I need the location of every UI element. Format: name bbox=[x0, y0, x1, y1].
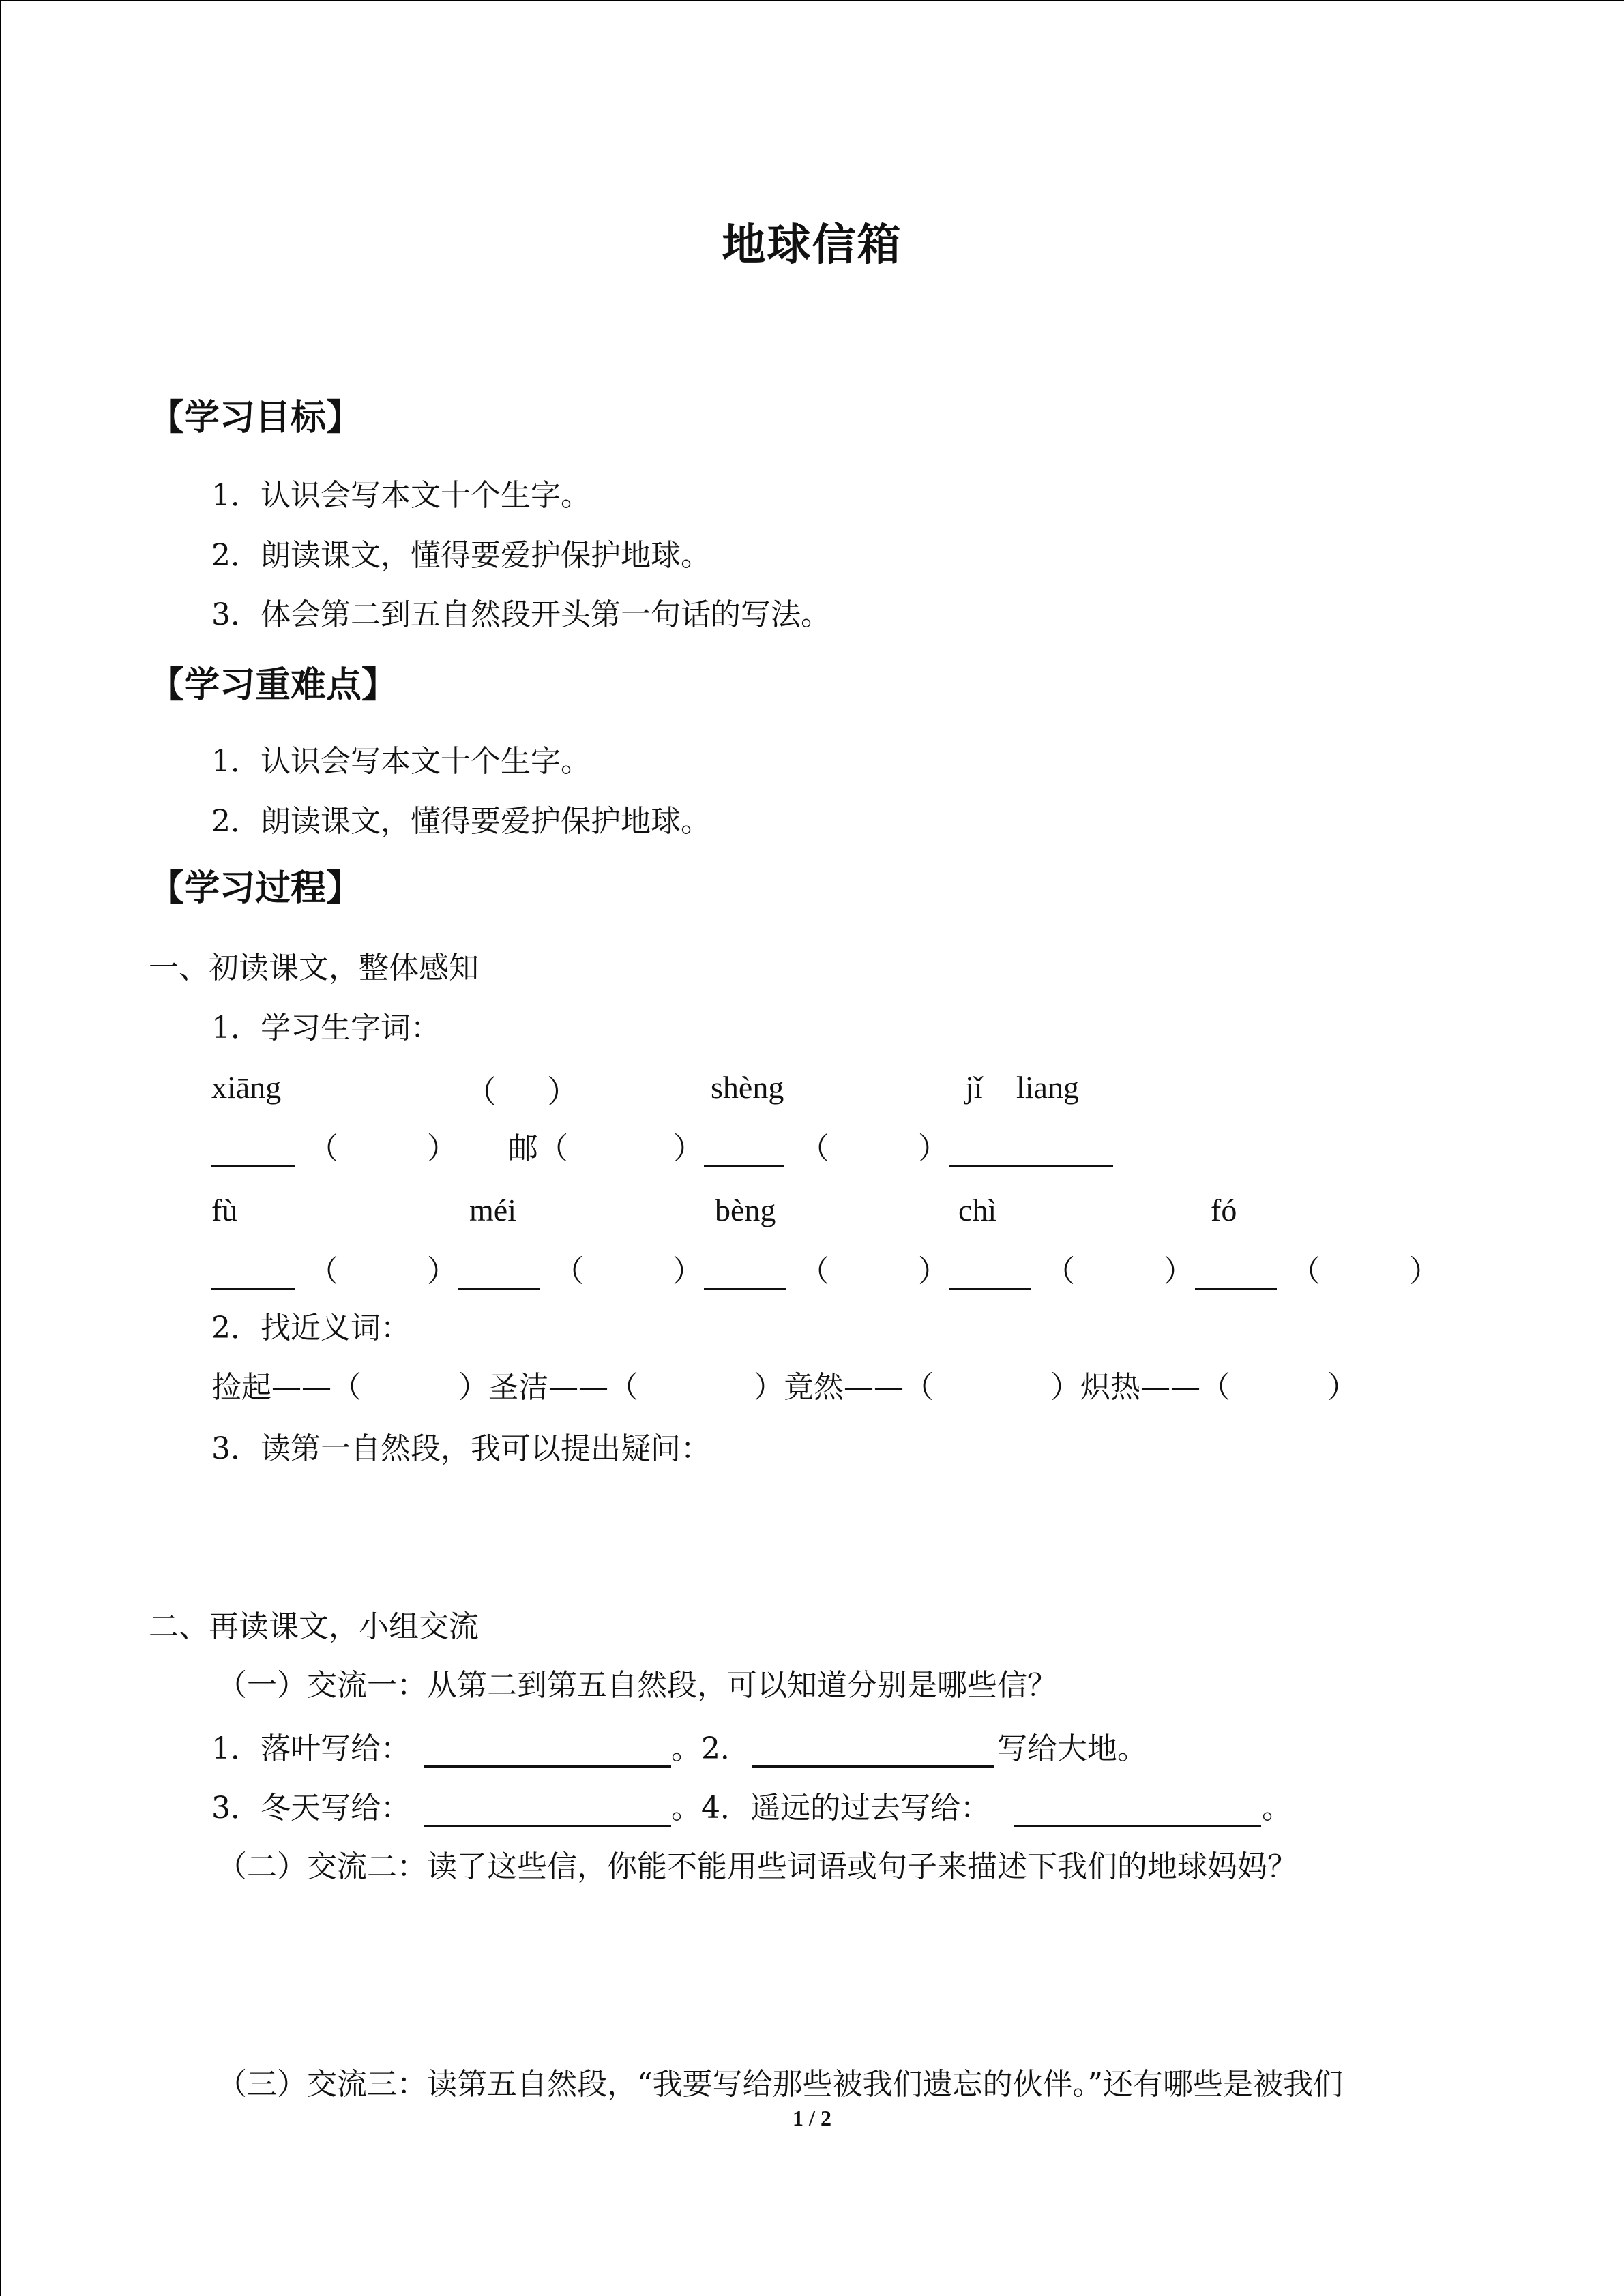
goal-item-2: 2．朗读课文，懂得要爱护保护地球。 bbox=[211, 538, 711, 573]
answer-blank[interactable] bbox=[949, 1135, 1113, 1167]
synonym-jingran: ）竟然——（ bbox=[754, 1370, 934, 1405]
part2-title: 二、再读课文，小组交流 bbox=[149, 1609, 479, 1644]
question-3: 3．读第一自然段，我可以提出疑问： bbox=[211, 1431, 711, 1466]
letter-line-2-a: 3．冬天写给： bbox=[211, 1791, 411, 1825]
synonym-shengjie: ）圣洁——（ bbox=[458, 1370, 638, 1405]
paren-close: ） bbox=[918, 1254, 948, 1289]
paren-close: ） bbox=[1327, 1370, 1357, 1405]
part1-title: 一、初读课文，整体感知 bbox=[149, 951, 479, 985]
key-point-item-1: 1．认识会写本文十个生字。 bbox=[211, 744, 591, 779]
question-2: 2．找近义词： bbox=[211, 1311, 411, 1345]
paren-open: （ bbox=[799, 1131, 829, 1166]
letter-line-1-b: 。2． bbox=[671, 1731, 750, 1766]
paren-close: ） bbox=[673, 1254, 703, 1289]
pinyin-chi: chì bbox=[958, 1193, 997, 1227]
pinyin-fo: fó bbox=[1211, 1193, 1237, 1227]
paren-open: （ bbox=[1045, 1254, 1075, 1289]
paren-open: （ bbox=[308, 1131, 338, 1166]
pinyin-ji: jǐ bbox=[965, 1070, 983, 1105]
answer-blank[interactable] bbox=[949, 1258, 1031, 1290]
goal-item-1: 1．认识会写本文十个生字。 bbox=[211, 478, 591, 513]
heading-goals: 【学习目标】 bbox=[149, 397, 362, 438]
paren-close: ） bbox=[1164, 1254, 1194, 1289]
answer-blank[interactable] bbox=[211, 1135, 295, 1167]
pinyin-sheng: shèng bbox=[711, 1070, 784, 1105]
page-number: 1 / 2 bbox=[793, 2106, 831, 2130]
paren-open: （ bbox=[308, 1254, 338, 1289]
answer-blank[interactable] bbox=[424, 1735, 671, 1768]
heading-key-points: 【学习重难点】 bbox=[149, 664, 398, 706]
answer-blank[interactable] bbox=[211, 1258, 295, 1290]
paren-open: （ bbox=[799, 1254, 829, 1289]
you-char-paren: 邮（ bbox=[508, 1131, 568, 1166]
paren-close: ） bbox=[1409, 1254, 1439, 1289]
paren-open: （ bbox=[554, 1254, 584, 1289]
pinyin-mei: méi bbox=[469, 1193, 516, 1227]
letter-line-1-c: 写给大地。 bbox=[997, 1731, 1147, 1766]
answer-blank[interactable] bbox=[704, 1258, 786, 1290]
synonym-chire: ）炽热——（ bbox=[1050, 1370, 1230, 1405]
paren-close: ） bbox=[427, 1254, 457, 1289]
pinyin-xiang: xiāng bbox=[211, 1070, 282, 1105]
page-title: 地球信箱 bbox=[722, 220, 902, 271]
synonym-jianqi: 捡起——（ bbox=[211, 1370, 361, 1405]
letter-line-2-b: 。4．遥远的过去写给： bbox=[671, 1791, 990, 1825]
key-point-item-2: 2．朗读课文，懂得要爱护保护地球。 bbox=[211, 804, 711, 839]
answer-blank[interactable] bbox=[458, 1258, 540, 1290]
heading-process: 【学习过程】 bbox=[149, 867, 362, 909]
letter-line-1-a: 1．落叶写给： bbox=[211, 1731, 411, 1766]
letter-line-2-c: 。 bbox=[1262, 1791, 1292, 1825]
pinyin-fu: fù bbox=[211, 1193, 238, 1227]
goal-item-3: 3．体会第二到五自然段开头第一句话的写法。 bbox=[211, 597, 831, 632]
pinyin-beng: bèng bbox=[715, 1193, 776, 1227]
answer-blank[interactable] bbox=[1014, 1795, 1261, 1827]
answer-blank[interactable] bbox=[1195, 1258, 1277, 1290]
paren-close: ） bbox=[427, 1131, 457, 1166]
question-1: 1．学习生字词： bbox=[211, 1011, 441, 1045]
pinyin-paren-close: ） bbox=[547, 1075, 578, 1109]
exchange-1: （一）交流一：从第二到第五自然段，可以知道分别是哪些信？ bbox=[217, 1668, 1057, 1703]
paren-close: ） bbox=[918, 1131, 948, 1166]
paren-open: （ bbox=[1290, 1254, 1320, 1289]
answer-blank[interactable] bbox=[704, 1135, 784, 1167]
pinyin-paren-open: （ bbox=[465, 1075, 497, 1109]
answer-blank[interactable] bbox=[424, 1795, 671, 1827]
pinyin-liang: liang bbox=[1016, 1070, 1079, 1105]
exchange-3: （三）交流三：读第五自然段，“我要写给那些被我们遗忘的伙伴。”还有哪些是被我们 bbox=[217, 2067, 1343, 2102]
answer-blank[interactable] bbox=[752, 1735, 994, 1768]
exchange-2: （二）交流二：读了这些信，你能不能用些词语或句子来描述下我们的地球妈妈？ bbox=[217, 1849, 1297, 1884]
paren-close: ） bbox=[673, 1131, 703, 1166]
